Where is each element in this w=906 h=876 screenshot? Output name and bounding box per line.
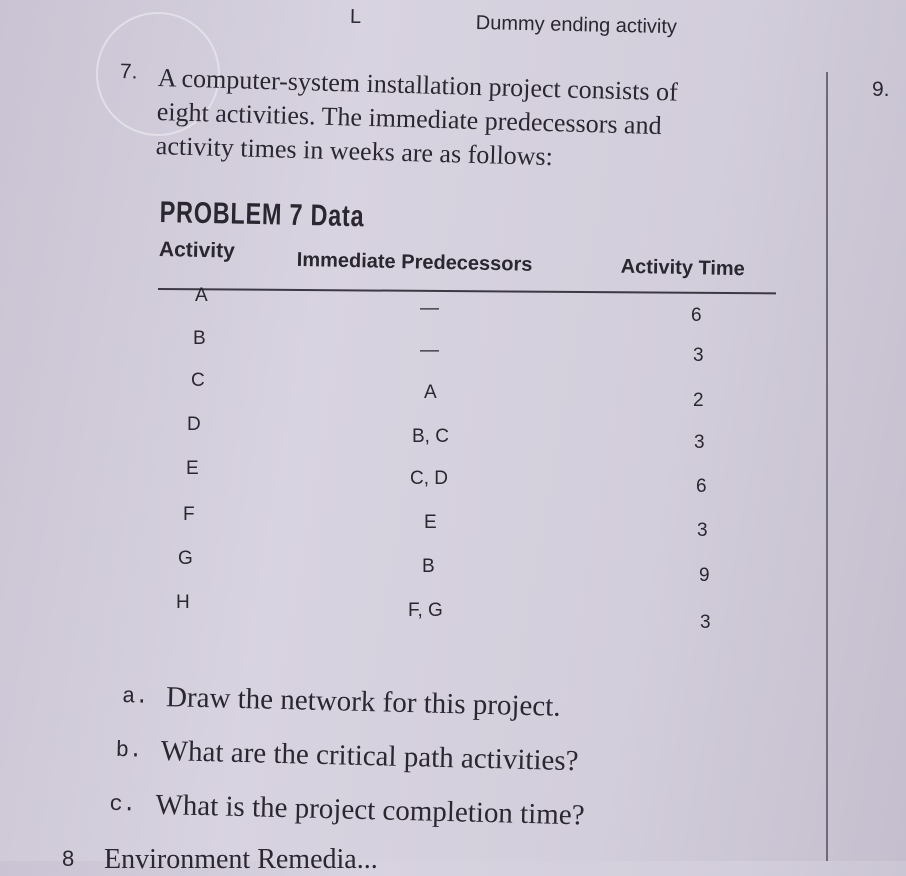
problem-line-1: A computer-system installation project consists of	[157, 63, 679, 107]
question-c-label: c.	[109, 791, 137, 818]
next-problem-number: 8	[62, 846, 75, 871]
row-a-predecessors: —	[420, 298, 439, 319]
problem-line-2: eight activities. The immediate predecessors and	[156, 97, 662, 141]
row-d-time: 3	[694, 432, 705, 453]
row-g-predecessors: B	[422, 556, 435, 577]
top-fragment-text: Dummy ending activity	[475, 12, 678, 39]
header-activity: Activity	[158, 237, 236, 263]
next-problem-fragment: Environment Remedia...	[104, 844, 378, 875]
row-g-activity: G	[178, 548, 193, 569]
question-a-label: a.	[121, 684, 149, 710]
column-divider	[826, 72, 828, 861]
header-predecessors: Immediate Predecessors	[296, 248, 533, 276]
row-c-predecessors: A	[424, 382, 437, 403]
problem-number: 7.	[119, 60, 138, 84]
row-e-predecessors: C, D	[410, 468, 448, 489]
row-f-activity: F	[183, 504, 195, 525]
row-d-predecessors: B, C	[412, 426, 449, 447]
row-f-time: 3	[697, 520, 708, 541]
row-f-predecessors: E	[424, 512, 437, 533]
problem-line-3: activity times in weeks are as follows:	[155, 131, 554, 172]
row-a-activity: A	[195, 285, 208, 306]
header-activity-time: Activity Time	[620, 255, 746, 281]
side-problem-number: 9.	[872, 78, 890, 101]
row-c-activity: C	[191, 370, 205, 391]
row-e-activity: E	[186, 458, 199, 479]
row-d-activity: D	[187, 414, 201, 435]
row-c-time: 2	[693, 390, 704, 411]
row-h-time: 3	[700, 612, 711, 633]
row-b-time: 3	[693, 345, 704, 366]
row-b-activity: B	[193, 328, 206, 349]
row-g-time: 9	[699, 565, 710, 586]
row-h-activity: H	[176, 592, 190, 613]
table-header-rule	[158, 288, 776, 294]
row-a-time: 6	[691, 305, 702, 326]
question-a-text: Draw the network for this project.	[165, 681, 561, 723]
question-b-text: What are the critical path activities?	[160, 735, 579, 778]
row-e-time: 6	[696, 476, 707, 497]
table-title: PROBLEM 7 Data	[159, 196, 365, 234]
row-b-predecessors: —	[420, 340, 439, 361]
question-c-text: What is the project completion time?	[155, 788, 585, 832]
question-b-label: b.	[115, 737, 143, 764]
row-h-predecessors: F, G	[408, 600, 443, 621]
top-fragment-letter: L	[349, 5, 362, 29]
